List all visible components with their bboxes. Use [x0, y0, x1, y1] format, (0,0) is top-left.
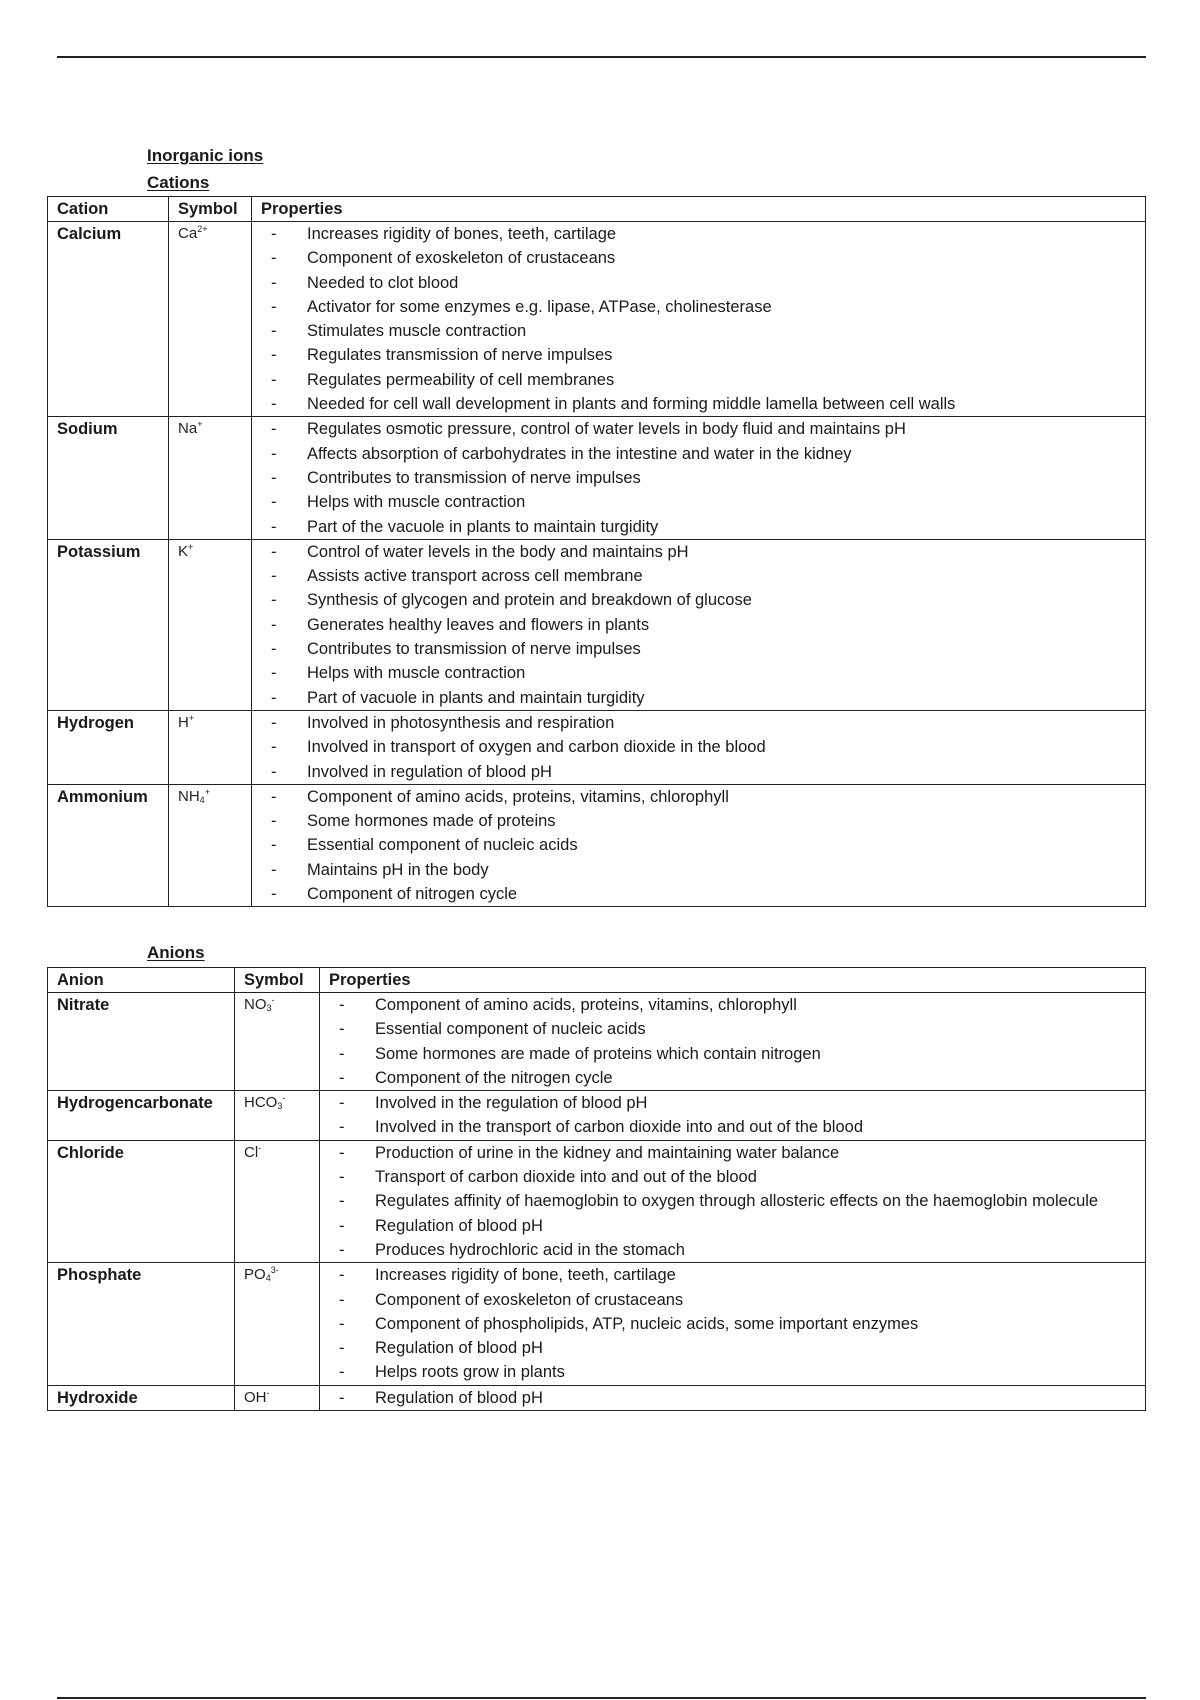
property-item: - Synthesis of glycogen and protein and breakdown of glucose [261, 588, 1145, 612]
symbol-base: Cl [244, 1143, 259, 1161]
property-item: - Involved in the transport of carbon dioxide into and out of the blood [329, 1115, 1145, 1139]
ion-symbol [169, 710, 252, 784]
property-item: - Some hormones are made of proteins which contain nitrogen [329, 1042, 1145, 1066]
ion-properties [252, 539, 1146, 710]
symbol-base: Ca [178, 225, 198, 242]
ion-symbol [235, 1263, 320, 1385]
property-item: - Some hormones made of proteins [261, 809, 1145, 833]
ion-name: Nitrate [48, 993, 235, 1091]
symbol-base: H [178, 713, 189, 731]
property-list [329, 993, 1145, 1090]
ion-symbol [235, 1140, 320, 1262]
property-item: - Involved in transport of oxygen and carbon dioxide in the blood [261, 735, 1145, 759]
anion-row [48, 1140, 1146, 1262]
property-item: - Helps with muscle contraction [261, 661, 1145, 685]
ion-symbol [235, 1091, 320, 1141]
property-item: - Increases rigidity of bones, teeth, cartilage [261, 222, 1145, 246]
ion-properties [320, 1385, 1146, 1410]
ion-properties [320, 1091, 1146, 1141]
cations-table [47, 196, 1146, 907]
symbol-base: NH [178, 787, 200, 805]
ion-symbol [169, 222, 252, 417]
property-item: - Component of amino acids, proteins, vitamins, chlorophyll [261, 785, 1145, 809]
anions-heading: Anions [147, 943, 205, 962]
property-item: - Control of water levels in the body and maintains pH [261, 540, 1145, 564]
property-item: - Regulation of blood pH [329, 1386, 1145, 1410]
property-item: - Essential component of nucleic acids [261, 833, 1145, 857]
property-item: - Helps with muscle contraction [261, 490, 1145, 514]
symbol-base: HCO [244, 1094, 278, 1112]
property-item: - Production of urine in the kidney and maintaining water balance [329, 1141, 1145, 1165]
property-item: - Essential component of nucleic acids [329, 1017, 1145, 1041]
property-list [261, 417, 1145, 538]
property-item: - Regulates osmotic pressure, control of water levels in body fluid and maintains pH [261, 417, 1145, 441]
ion-name: Chloride [48, 1140, 235, 1262]
property-list [261, 540, 1145, 710]
main-heading: Inorganic ions [147, 146, 264, 165]
ion-properties [320, 1263, 1146, 1385]
cation-row [48, 417, 1146, 539]
symbol-base: OH [244, 1388, 267, 1406]
bottom-rule [57, 1697, 1146, 1699]
cation-row [48, 539, 1146, 710]
property-item: - Needed for cell wall development in plants and forming middle lamella between cell walls [261, 392, 1145, 416]
property-item: - Affects absorption of carbohydrates in the intestine and water in the kidney [261, 442, 1145, 466]
property-list [329, 1386, 1145, 1410]
symbol-charge: 3- [270, 1265, 279, 1276]
property-item: - Component of phospholipids, ATP, nucleic acids, some important enzymes [329, 1312, 1145, 1336]
ion-properties [320, 993, 1146, 1091]
top-rule [57, 56, 1146, 58]
header-symbol: Symbol [169, 197, 252, 222]
property-item: - Involved in photosynthesis and respiration [261, 711, 1145, 735]
property-item: - Activator for some enzymes e.g. lipase, ATPase, cholinesterase [261, 295, 1145, 319]
anion-row [48, 993, 1146, 1091]
property-item: - Regulation of blood pH [329, 1214, 1145, 1238]
anions-table [47, 967, 1146, 1411]
symbol-subscript: 4 [199, 794, 205, 805]
header-anion: Anion [48, 968, 235, 993]
anion-row [48, 1263, 1146, 1385]
symbol-charge: + [188, 712, 195, 723]
anion-row [48, 1091, 1146, 1141]
symbol-base: PO [244, 1266, 266, 1284]
ion-name: Phosphate [48, 1263, 235, 1385]
property-item: - Maintains pH in the body [261, 858, 1145, 882]
property-item: - Needed to clot blood [261, 271, 1145, 295]
ion-properties [252, 710, 1146, 784]
symbol-base: Na [178, 420, 198, 438]
property-item: - Helps roots grow in plants [329, 1360, 1145, 1384]
symbol-charge: 2+ [197, 224, 208, 234]
ion-symbol [235, 993, 320, 1091]
property-item: - Regulation of blood pH [329, 1336, 1145, 1360]
ion-name: Ammonium [48, 784, 169, 906]
property-item: - Component of nitrogen cycle [261, 882, 1145, 906]
symbol-charge: - [266, 1387, 270, 1398]
ion-symbol [169, 539, 252, 710]
property-list [261, 785, 1145, 906]
property-item: - Involved in regulation of blood pH [261, 760, 1145, 784]
cations-heading: Cations [147, 173, 210, 192]
property-item: - Part of the vacuole in plants to maintain turgidity [261, 515, 1145, 539]
header-properties: Properties [252, 197, 1146, 222]
property-list [329, 1263, 1145, 1384]
ion-name: Potassium [48, 539, 169, 710]
property-item: - Stimulates muscle contraction [261, 319, 1145, 343]
header-cation: Cation [48, 197, 169, 222]
property-item: - Regulates permeability of cell membranes [261, 368, 1145, 392]
ion-symbol [169, 784, 252, 906]
cation-row [48, 784, 1146, 906]
ion-properties [252, 222, 1146, 417]
header-symbol: Symbol [235, 968, 320, 993]
anion-row [48, 1385, 1146, 1410]
property-item: - Component of amino acids, proteins, vitamins, chlorophyll [329, 993, 1145, 1017]
symbol-charge: + [197, 419, 203, 430]
property-item: - Contributes to transmission of nerve impulses [261, 466, 1145, 490]
property-item: - Component of exoskeleton of crustaceans [329, 1288, 1145, 1312]
property-item: - Regulates transmission of nerve impulses [261, 343, 1145, 367]
property-item: - Generates healthy leaves and flowers in plants [261, 613, 1145, 637]
property-list [261, 222, 1145, 416]
symbol-subscript: 3 [277, 1101, 283, 1112]
property-list [329, 1091, 1145, 1140]
ion-properties [252, 784, 1146, 906]
property-item: - Component of exoskeleton of crustaceans [261, 246, 1145, 270]
ion-name: Sodium [48, 417, 169, 539]
property-item: - Increases rigidity of bone, teeth, cartilage [329, 1263, 1145, 1287]
ion-symbol [235, 1385, 320, 1410]
ion-name: Hydrogencarbonate [48, 1091, 235, 1141]
header-properties: Properties [320, 968, 1146, 993]
property-item: - Part of vacuole in plants and maintain turgidity [261, 686, 1145, 710]
ion-symbol [169, 417, 252, 539]
property-item: - Produces hydrochloric acid in the stomach [329, 1238, 1145, 1262]
ion-name: Hydroxide [48, 1385, 235, 1410]
cation-row [48, 710, 1146, 784]
symbol-charge: + [188, 541, 194, 552]
anions-header-row [48, 968, 1146, 993]
symbol-charge: - [282, 1093, 286, 1104]
property-item: - Transport of carbon dioxide into and out of the blood [329, 1165, 1145, 1189]
ion-name: Hydrogen [48, 710, 169, 784]
symbol-charge: - [271, 995, 275, 1005]
property-item: - Contributes to transmission of nerve impulses [261, 637, 1145, 661]
property-list [329, 1141, 1145, 1262]
symbol-charge: - [258, 1142, 262, 1153]
ion-name: Calcium [48, 222, 169, 417]
property-item: - Component of the nitrogen cycle [329, 1066, 1145, 1090]
cation-row [48, 222, 1146, 417]
cations-header-row [48, 197, 1146, 222]
symbol-base: K [178, 542, 189, 560]
property-item: - Regulates affinity of haemoglobin to oxygen through allosteric effects on the haemoglobin molecule [329, 1189, 1145, 1213]
property-list [261, 711, 1145, 784]
symbol-subscript: 4 [265, 1273, 271, 1284]
symbol-subscript: 3 [266, 1003, 272, 1013]
property-item: - Assists active transport across cell membrane [261, 564, 1145, 588]
symbol-charge: + [204, 786, 210, 797]
ion-properties [252, 417, 1146, 539]
symbol-base: NO [244, 996, 267, 1013]
property-item: - Involved in the regulation of blood pH [329, 1091, 1145, 1115]
ion-properties [320, 1140, 1146, 1262]
